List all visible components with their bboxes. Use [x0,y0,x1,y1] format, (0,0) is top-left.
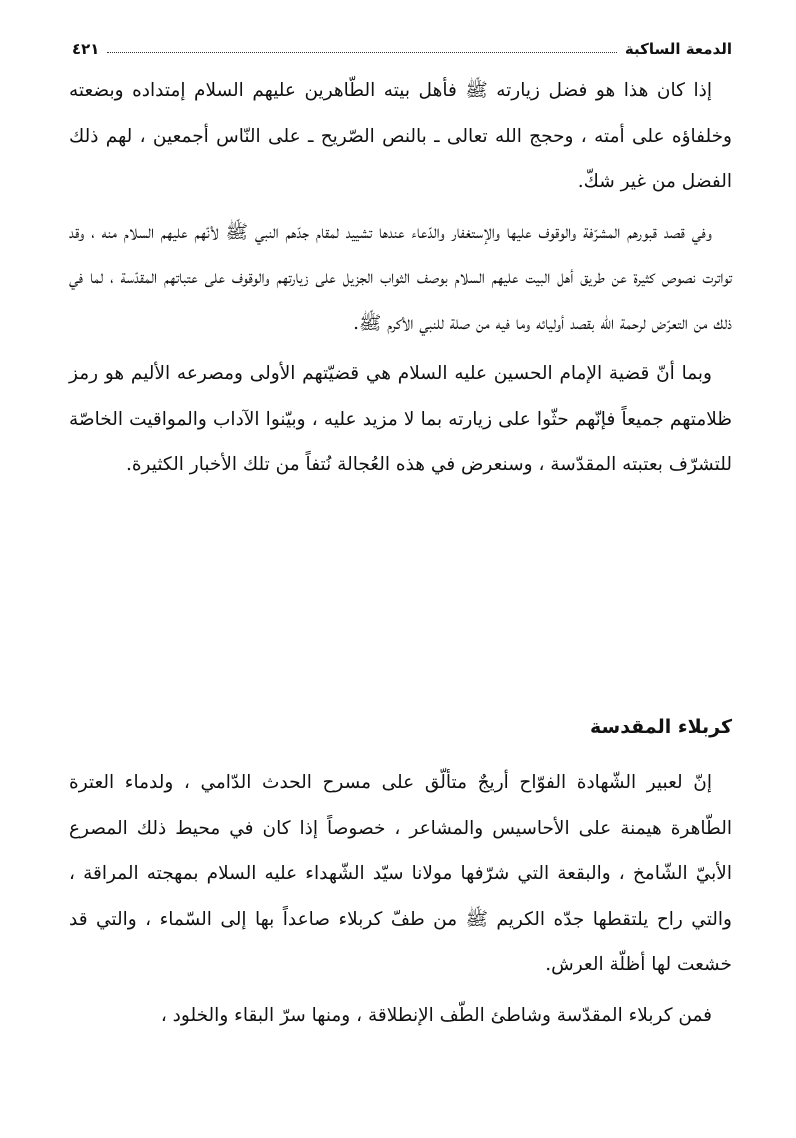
section-heading: كربلاء المقدسة [590,716,732,738]
running-header [72,30,732,58]
running-header-title: الدمعة الساكبة [624,40,732,58]
paragraph-visit-virtue: إذا كان هذا هو فضل زيارته ﷺ فأهل بيته الطّاهرين عليهم السلام إمتداده وبضعته وخلفاؤه على أمته ، وحجج الله تعالى ـ بالنص الصّريح ـ على النّاس أجمعين ، لهم ذلك الفضل من غير شكّ. [69,80,732,192]
paragraph-karbala-start: فمن كربلاء المقدّسة وشاطئ الطّف الإنطلاقة ، ومنها سرّ البقاء والخلود ، [160,1004,712,1026]
paragraph-imam-hussein: وبما أنّ قضية الإمام الحسين عليه السلام هي قضيّتهم الأولى ومصرعه الأليم هو رمز ظلامتهم جميعاً فإنّهم حثّوا على زيارته بما لا مزيد عليه ، وبيّنوا الآداب والمواقيت الخاصّة للتشرّف بعتبته المقدّسة ، وسنعرض في هذه العُجالة نُتفاً من تلك الأخبار الكثيرة. [69,363,732,475]
paragraph-holy-shrines: وفي قصد قبورهم المشرّفة والوقوف عليها والإستغفار والدّعاء عندها تشييد لمقام جدّهم النبي ﷺ لأنّهم عليهم السلام منه ، وقد تواترت نصوص كثيرة عن طريق أهل البيت عليهم السلام بوصف الثواب الجزيل على زيارتهم والوقوف على عتباتهم المقدّسة ، لما في ذلك من التعرّض لرحمة الله بقصد أوليائه وما فيه من صلة للنبي الأكرم ﷺ. [69,221,732,334]
dotted-leader [107,52,616,53]
page-number: ٤٢١ [72,40,100,58]
paragraph-martyrdom: إنّ لعبير الشّهادة الفوّاح أريجٌ متألّق على مسرح الحدث الدّامي ، ولدماء العترة الطّاهرة هيمنة على الأحاسيس والمشاعر ، خصوصاً إذا كان في محيط ذلك المصرع الأبيّ الشّامخ ، والبقعة التي شرّفها مولانا سيّد الشّهداء عليه السلام بمهجته المراقة ، والتي راح يلتقطها جدّه الكريم ﷺ من طفّ كربلاء صاعداً بها إلى السّماء ، والتي قد خشعت لها أظلّة العرش. [69,772,732,975]
opening-text-block [69,68,732,493]
karbala-text-block [69,760,732,1043]
